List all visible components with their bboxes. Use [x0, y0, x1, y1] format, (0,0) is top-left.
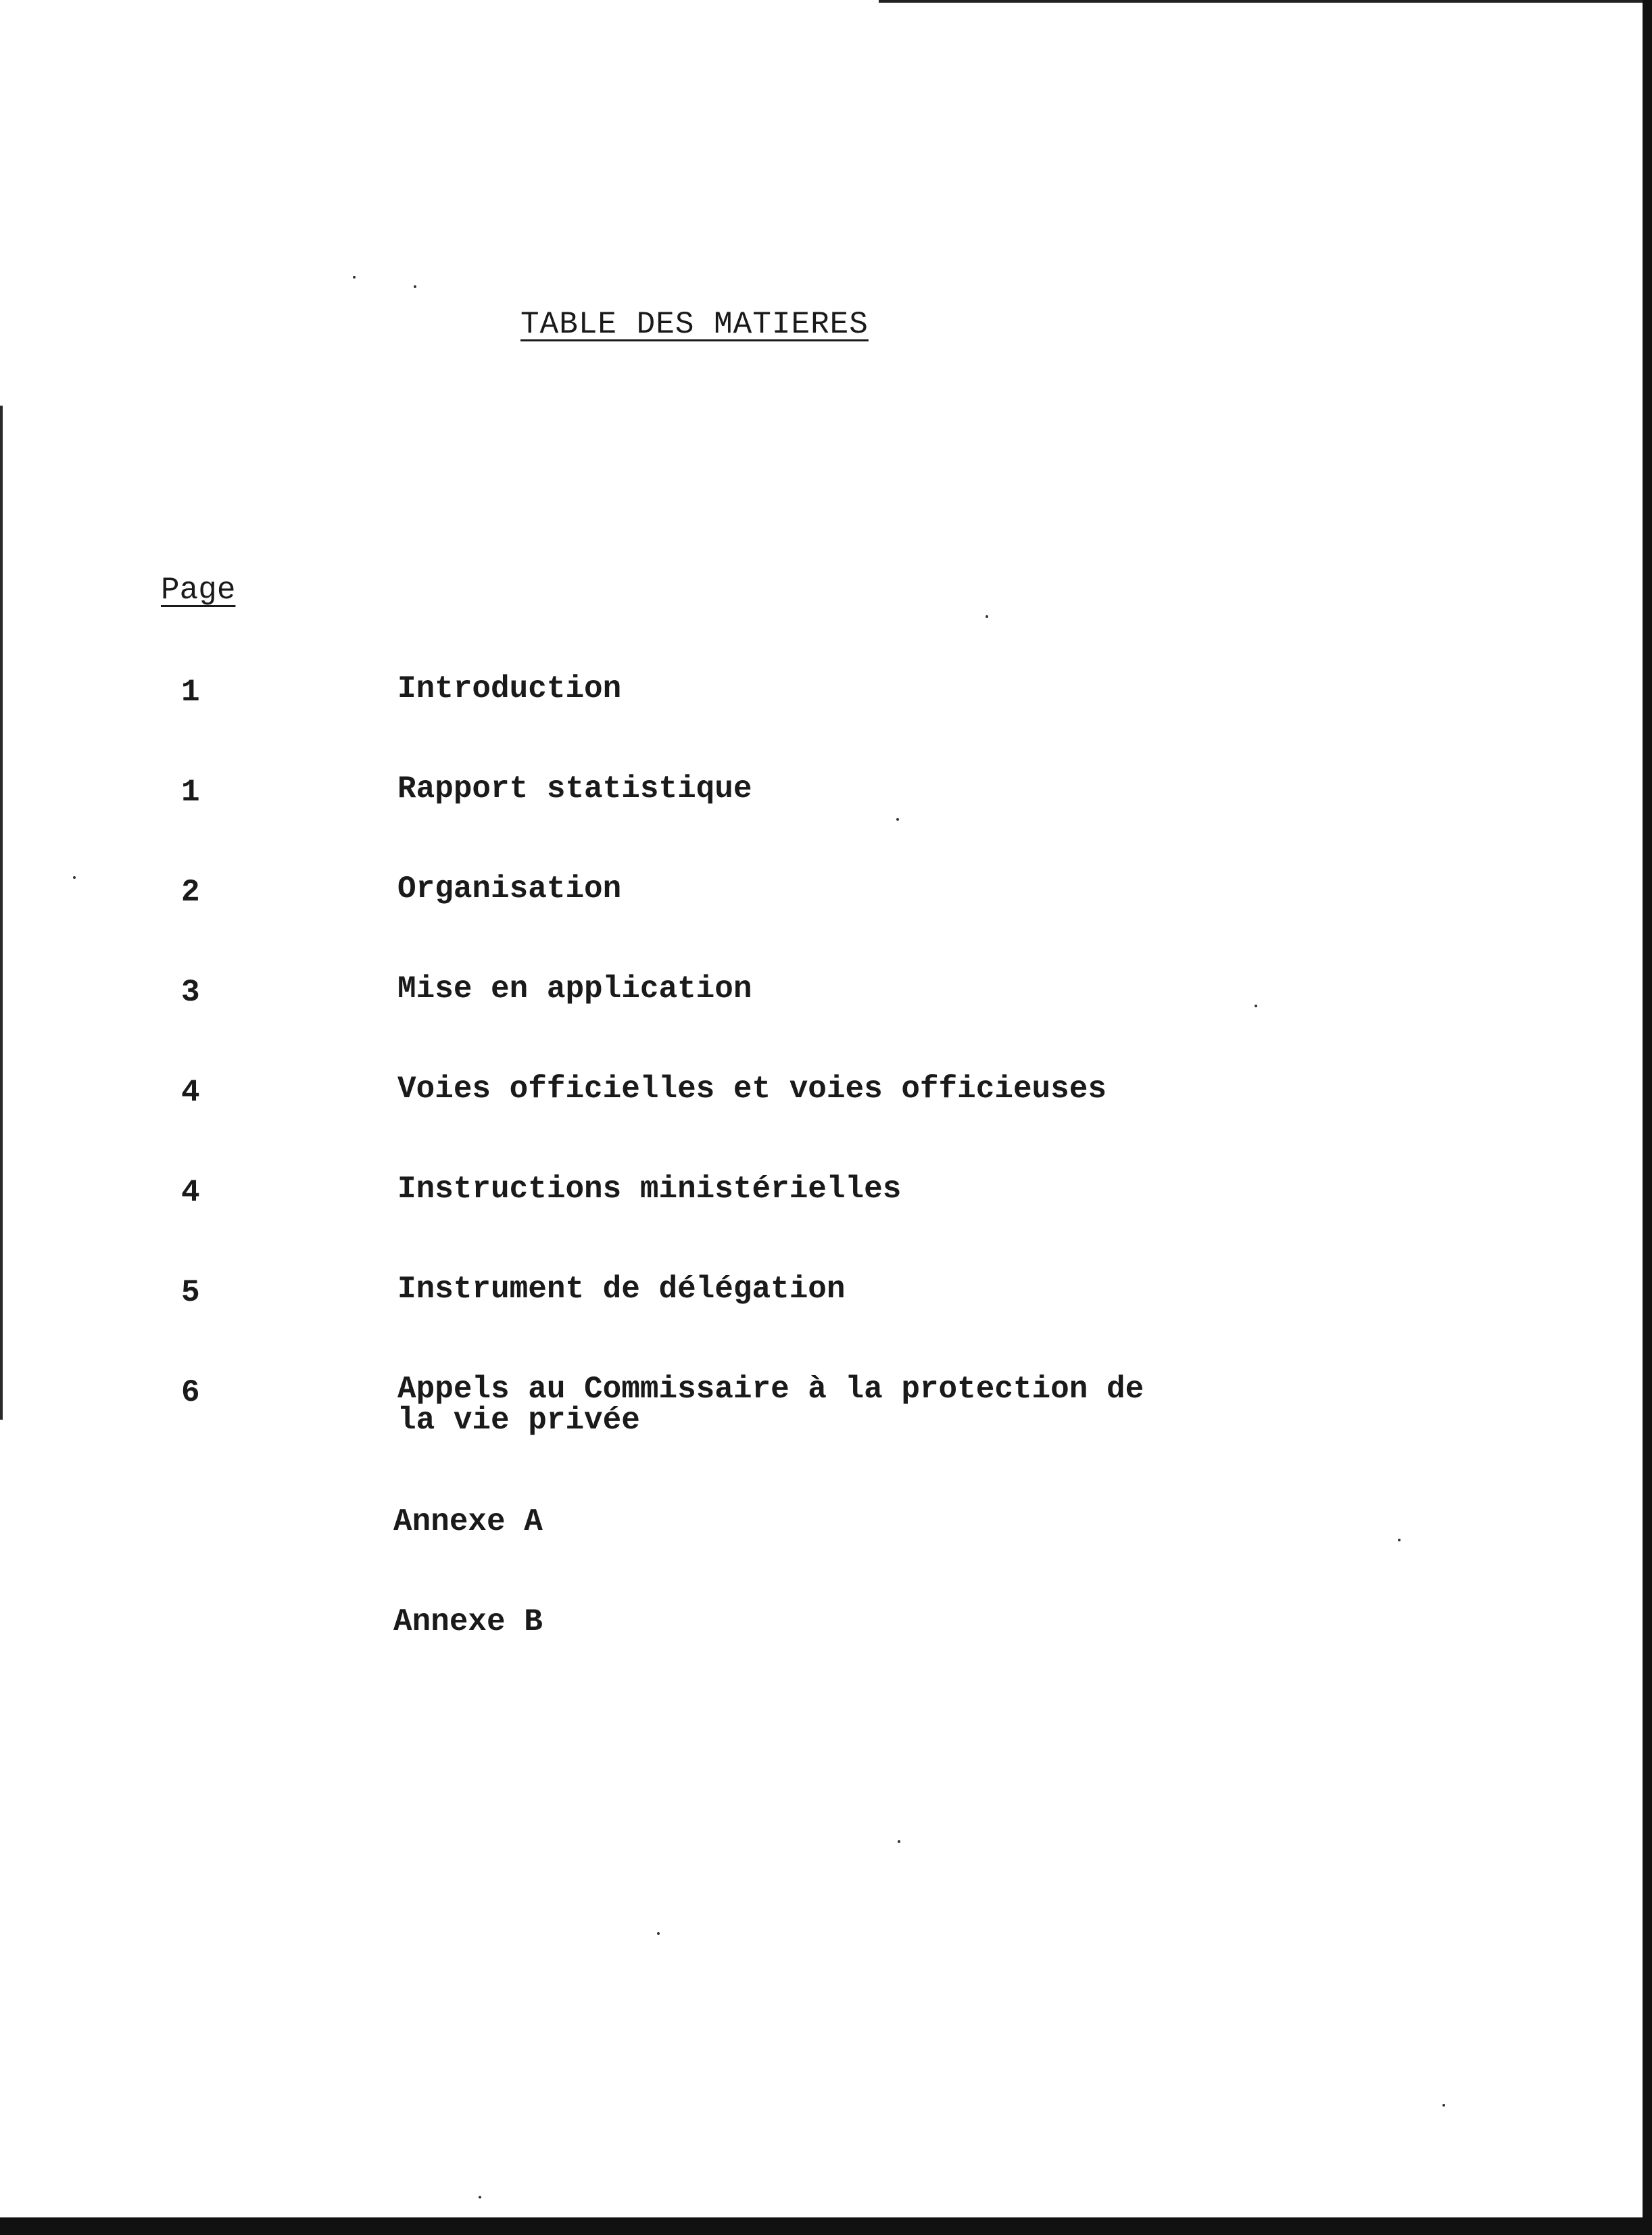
toc-entry-label: Organisation [397, 871, 622, 907]
toc-entry [0, 971, 1652, 1021]
toc-entry [0, 1274, 1652, 1321]
toc-entry [0, 773, 1652, 821]
scan-speck [896, 818, 899, 821]
toc-page-number: 4 [181, 1175, 200, 1210]
toc-entry-label: Mise en application [397, 971, 752, 1007]
toc-entry-label: Rapport statistique [397, 771, 752, 807]
toc-page-number: 4 [181, 1075, 200, 1110]
toc-entry-label: Instructions ministérielles [397, 1172, 902, 1207]
toc-entry [0, 1174, 1652, 1221]
page-column-heading: Page [161, 573, 236, 608]
scan-edge-bottom [0, 2217, 1652, 2235]
scan-speck [657, 1932, 660, 1935]
scan-speck [1255, 1005, 1257, 1007]
toc-page-number: 3 [181, 975, 200, 1010]
toc-page-number: 5 [181, 1275, 200, 1310]
scan-speck [353, 276, 356, 279]
document-title: TABLE DES MATIERES [520, 307, 869, 342]
toc-page-number: 1 [181, 775, 200, 810]
scan-speck [1398, 1539, 1401, 1541]
toc-entry [0, 1374, 1652, 1455]
scan-edge-top [879, 0, 1652, 3]
scan-speck [73, 876, 76, 879]
toc-entry [0, 1074, 1652, 1121]
toc-entry-label: Annexe B [393, 1604, 543, 1639]
scan-speck [898, 1840, 900, 1843]
scan-speck [479, 2196, 481, 2198]
toc-entry [0, 1606, 1652, 1654]
toc-entry-label: Introduction [397, 671, 622, 706]
scan-speck [1442, 2104, 1445, 2107]
toc-entry-label: Voies officielles et voies officieuses [397, 1072, 1107, 1107]
toc-page-number: 2 [181, 875, 200, 910]
toc-entry [0, 673, 1652, 721]
scan-speck [414, 285, 416, 288]
toc-entry [0, 1506, 1652, 1554]
toc-entry-label: Annexe A [393, 1504, 543, 1539]
toc-page-number: 1 [181, 675, 200, 710]
toc-page-number: 6 [181, 1375, 200, 1410]
toc-entry-label: Instrument de délégation [397, 1272, 846, 1307]
toc-entry-label: Appels au Commissaire à la protection de la vie privée [397, 1372, 1144, 1438]
scan-speck [986, 615, 988, 618]
toc-entry [0, 873, 1652, 921]
